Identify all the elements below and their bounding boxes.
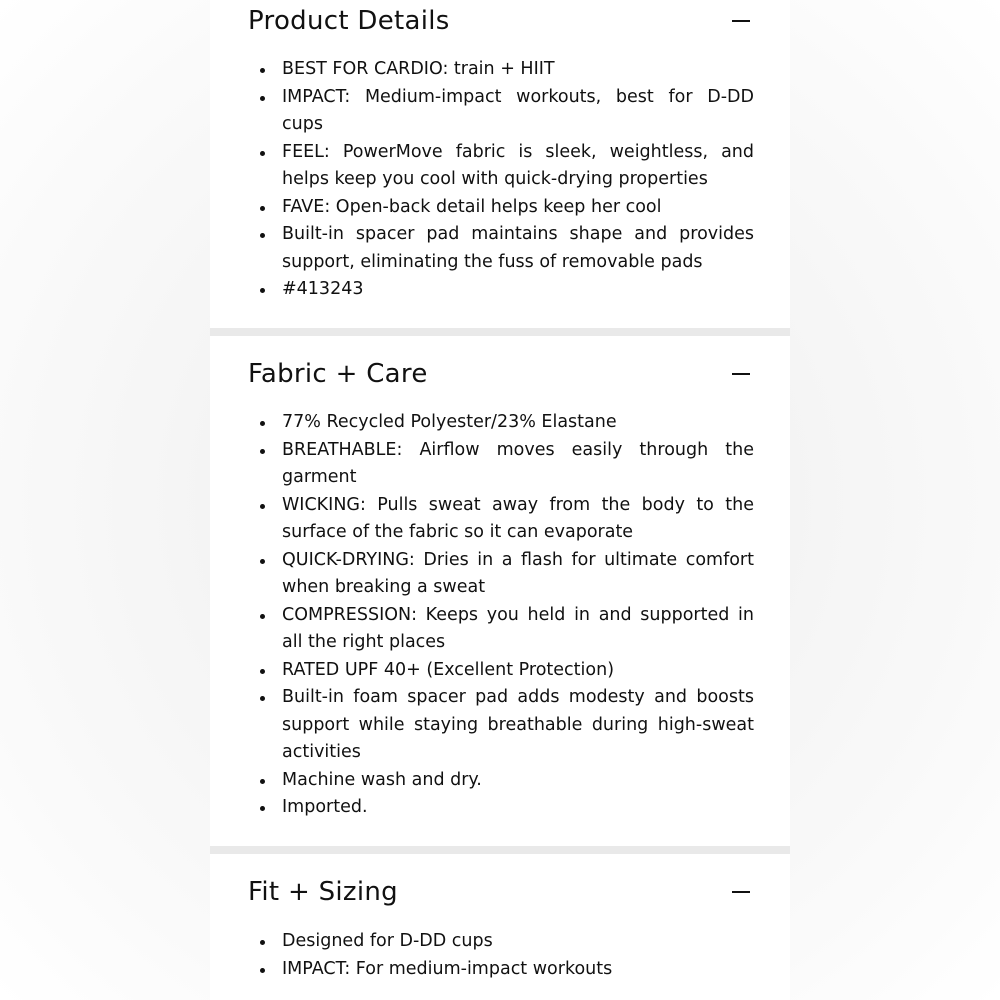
minus-icon[interactable] [730, 362, 752, 386]
product-details-list [282, 56, 754, 304]
product-details-section [210, 0, 790, 328]
fit-sizing-title: Fit + Sizing [248, 877, 398, 907]
fit-sizing-header[interactable] [248, 872, 752, 912]
list-item: BREATHABLE: Airflow moves easily through the garment [282, 437, 754, 492]
product-details-title: Product Details [248, 6, 450, 36]
fit-sizing-list [282, 928, 754, 983]
list-item: Imported. [282, 794, 754, 822]
list-item: BEST FOR CARDIO: train + HIIT [282, 56, 754, 84]
list-item: IMPACT: For medium-impact workouts [282, 956, 754, 984]
fabric-care-title: Fabric + Care [248, 359, 428, 389]
list-item: Designed for D-DD cups [282, 928, 754, 956]
fabric-care-section [210, 336, 790, 846]
list-item: RATED UPF 40+ (Excellent Protection) [282, 657, 754, 685]
list-item: Built-in spacer pad maintains shape and provides support, eliminating the fuss of removable pads [282, 221, 754, 276]
list-item: WICKING: Pulls sweat away from the body to the surface of the fabric so it can evaporate [282, 492, 754, 547]
product-info-panel [210, 0, 790, 1000]
product-details-header[interactable] [248, 1, 752, 41]
minus-icon[interactable] [730, 880, 752, 904]
fit-sizing-section [210, 854, 790, 1000]
list-item: FAVE: Open-back detail helps keep her cool [282, 194, 754, 222]
list-item: 77% Recycled Polyester/23% Elastane [282, 409, 754, 437]
minus-icon[interactable] [730, 9, 752, 33]
list-item: QUICK-DRYING: Dries in a flash for ultimate comfort when breaking a sweat [282, 547, 754, 602]
list-item: #413243 [282, 276, 754, 304]
list-item: IMPACT: Medium-impact workouts, best for D-DD cups [282, 84, 754, 139]
fabric-care-list [282, 409, 754, 822]
list-item: Built-in foam spacer pad adds modesty and boosts support while staying breathable during high-sweat activities [282, 684, 754, 767]
list-item: Machine wash and dry. [282, 767, 754, 795]
fabric-care-header[interactable] [248, 354, 752, 394]
list-item: FEEL: PowerMove fabric is sleek, weightless, and helps keep you cool with quick-drying properties [282, 139, 754, 194]
list-item: COMPRESSION: Keeps you held in and supported in all the right places [282, 602, 754, 657]
